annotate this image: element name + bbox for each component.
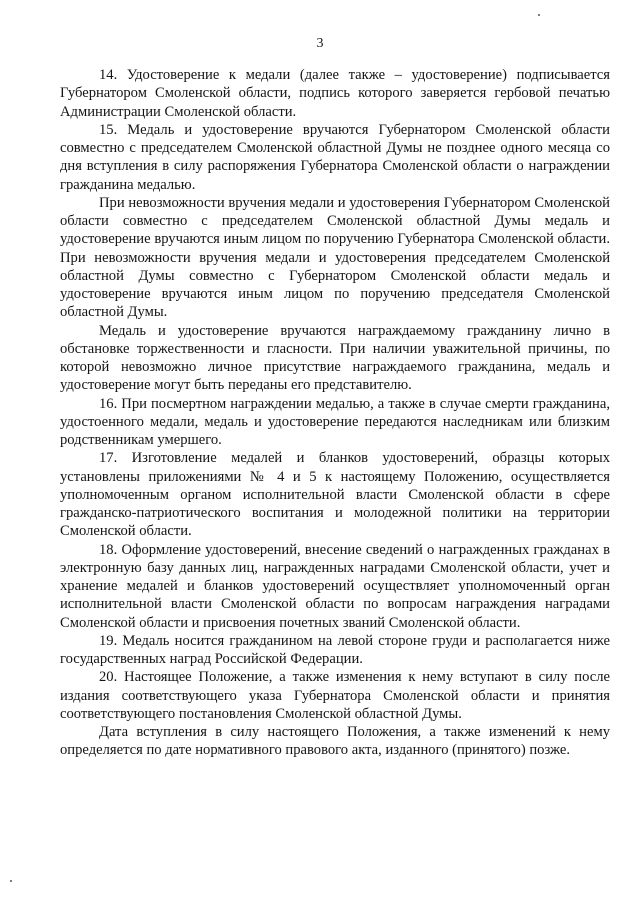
paragraph-14: 14. Удостоверение к медали (далее также – удостоверение) подписывается Губернатором Смоленской области, подпись которого заверяется гербовой печатью Администрации Смоленской области. — [60, 67, 610, 120]
paragraph-18: 18. Оформление удостоверений, внесение сведений о награжденных гражданах в электронную базу данных лиц, награжденных наградами Смоленской области, учет и хранение медалей и бланков удостоверений осуществляет уполномоченный орган исполнительной власти Смоленской области по вопросам награждения наградами Смоленской области и присвоения почетных званий Смоленской области. — [60, 541, 610, 631]
paragraph-19: 19. Медаль носится гражданином на левой стороне груди и располагается ниже государственных наград Российской Федерации. — [60, 632, 610, 667]
paragraph-20: 20. Настоящее Положение, а также изменения к нему вступают в силу после издания соответствующего указа Губернатора Смоленской области и принятия соответствующего постановления Смоленской областной Думы. — [60, 669, 610, 722]
paragraph-15-personal-presentation: Медаль и удостоверение вручаются награждаемому гражданину лично в обстановке торжественности и гласности. При наличии уважительной причины, по которой невозможно личное присутствие награждаемого гражданина, медаль и удостоверение могут быть переданы его представителю. — [60, 322, 610, 394]
scan-speck — [538, 14, 540, 16]
document-body — [60, 66, 610, 760]
paragraph-17: 17. Изготовление медалей и бланков удостоверений, образцы которых установлены приложениями № 4 и 5 к настоящему Положению, осуществляется уполномоченным органом исполнительной власти Смоленской области в сфере гражданско-патриотического воспитания и молодежной политики на территории Смоленской области. — [60, 450, 610, 540]
page-number: 3 — [316, 36, 324, 51]
paragraph-15-delegation: При невозможности вручения медали и удостоверения Губернатором Смоленской области совместно с председателем Смоленской областной Думы медаль и удостоверение вручаются иным лицом по поручению Губернатора Смоленской области. При невозможности вручения медали и удостоверения председателем Смоленской областной Думы совместно с Губернатором Смоленской области медаль и удостоверение вручаются иным лицом по поручению председателя Смоленской областной Думы. — [60, 194, 610, 321]
paragraph-15: 15. Медаль и удостоверение вручаются Губернатором Смоленской области совместно с председателем Смоленской областной Думы не позднее одного месяца со дня вступления в силу распоряжения Губернатора Смоленской области о награждении гражданина медалью. — [60, 121, 610, 193]
paragraph-20-effective-date: Дата вступления в силу настоящего Положения, а также изменений к нему определяется по дате нормативного правового акта, изданного (принятого) позже. — [60, 724, 610, 759]
paragraph-16: 16. При посмертном награждении медалью, а также в случае смерти гражданина, удостоенного медали, медаль и удостоверение передаются наследникам или близким родственникам умершего. — [60, 395, 610, 448]
scan-speck — [10, 880, 12, 882]
